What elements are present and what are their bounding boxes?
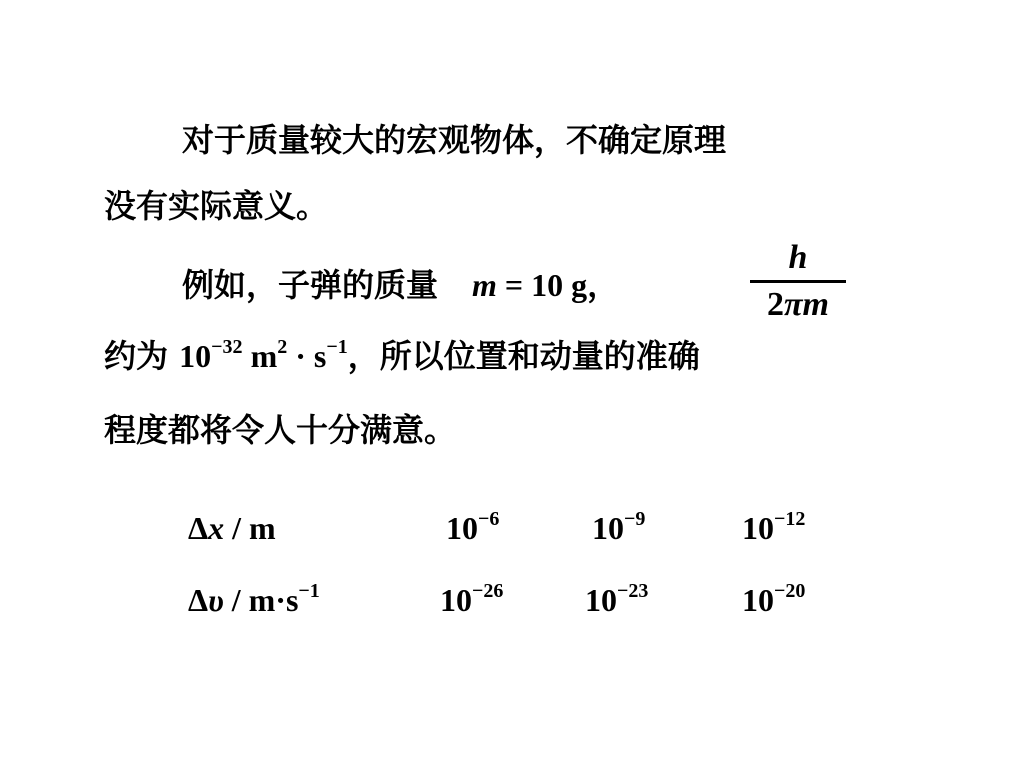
delta-symbol: Δ (188, 510, 209, 546)
table-row2-value-3 (742, 580, 805, 620)
mass-variable: m (472, 267, 497, 303)
paragraph2-line1 (182, 265, 619, 305)
paragraph2-line2 (104, 336, 700, 376)
value-base: 10 (742, 510, 774, 546)
table-row1-value-1 (446, 508, 499, 548)
line2-suffix: ，所以位置和动量的准确 (347, 337, 700, 375)
value-base: 10 (592, 510, 624, 546)
table-row2-value-2 (585, 580, 648, 620)
line2-prefix: 约为 (104, 337, 180, 375)
line2-base: 10 (179, 338, 212, 374)
value-exponent: −6 (478, 508, 500, 531)
value-base: 10 (585, 582, 617, 618)
fraction-den-pi: π (783, 286, 803, 323)
line2-unit-s-exponent: −1 (326, 336, 348, 359)
value-exponent: −26 (472, 580, 504, 603)
table-row1-value-2 (592, 508, 645, 548)
line2-unit-s: · s (287, 338, 327, 374)
value-exponent: −12 (774, 508, 806, 531)
delta-symbol: Δ (188, 582, 209, 618)
value-base: 10 (446, 510, 478, 546)
row1-variable: x (208, 510, 225, 546)
value-exponent: −9 (624, 508, 646, 531)
paragraph1-line2: 没有实际意义。 (104, 187, 329, 225)
row1-unit: / m (224, 510, 276, 546)
fraction-denominator (750, 285, 846, 325)
value-base: 10 (742, 582, 774, 618)
mass-equation: = 10 g， (496, 267, 620, 303)
value-exponent: −20 (774, 580, 806, 603)
fraction-numerator: h (788, 239, 808, 276)
fraction-bar (750, 280, 846, 283)
table-row1-label (188, 508, 276, 548)
row2-unit: / m·s (223, 582, 299, 618)
paragraph1-line1: 对于质量较大的宏观物体，不确定原理 (182, 121, 727, 159)
table-row2-label (188, 580, 320, 620)
value-base: 10 (440, 582, 472, 618)
table-row1-value-3 (742, 508, 805, 548)
fraction-den-two: 2 (766, 286, 784, 323)
value-exponent: −23 (617, 580, 649, 603)
paragraph2-line1-text: 例如，子弹的质量 (182, 266, 439, 304)
row2-variable: υ (208, 582, 224, 618)
line2-exponent: −32 (211, 336, 243, 359)
fraction-h-over-2pi-m (750, 238, 846, 325)
fraction-den-m: m (802, 286, 829, 323)
table-row2-value-1 (440, 580, 503, 620)
line2-unit-m: m (242, 338, 278, 374)
paragraph2-line3: 程度都将令人十分满意。 (104, 411, 457, 449)
line2-unit-m-exponent: 2 (277, 336, 288, 359)
row2-unit-exponent: −1 (298, 580, 320, 603)
